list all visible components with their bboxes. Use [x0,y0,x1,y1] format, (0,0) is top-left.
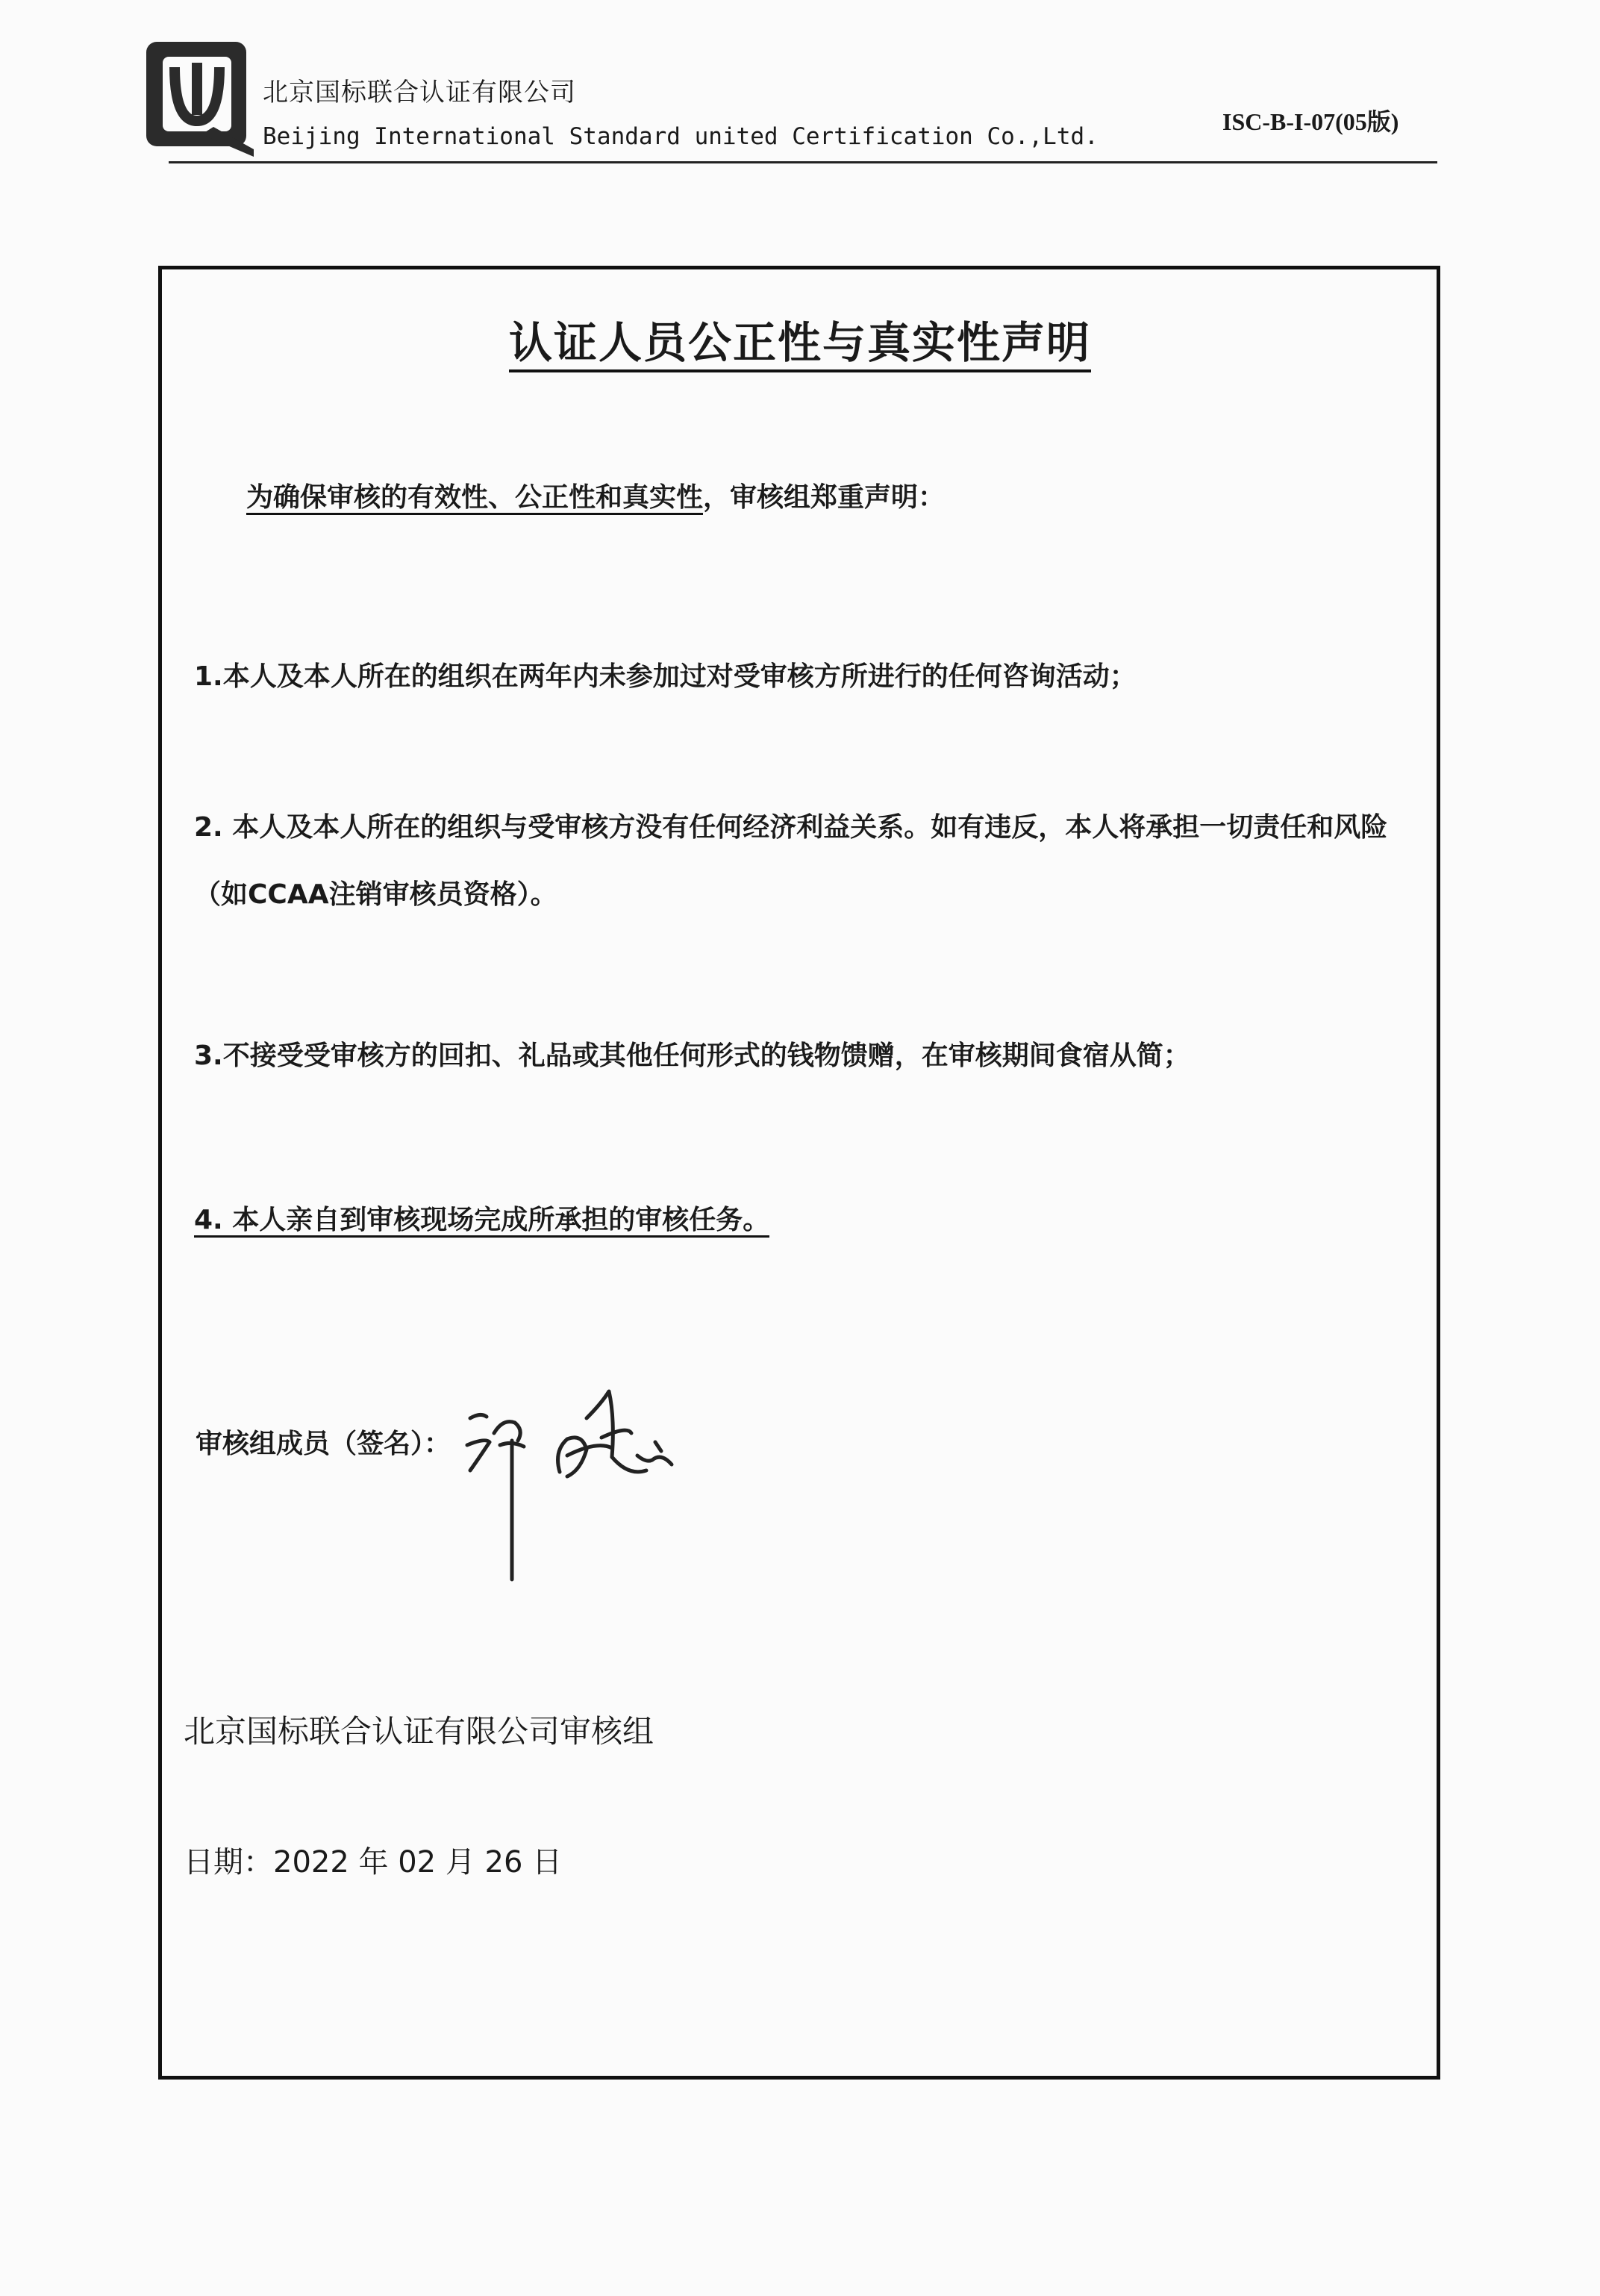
document-title [0,308,1600,370]
declaration-item-1: 1.本人及本人所在的组织在两年内未参加过对受审核方所进行的任何咨询活动； [194,661,1137,692]
declaration-item-2: 2. 本人及本人所在的组织与受审核方没有任何经济利益关系。如有违反，本人将承担一切责任和风险（如CCAA注销审核员资格）。 [194,812,1388,910]
declaration-item-4 [194,1187,1418,1254]
signature-label: 审核组成员（签名）： [196,1429,451,1459]
audit-group-name: 北京国标联合认证有限公司审核组 [184,1713,654,1750]
intro-underlined: 为确保审核的有效性、公正性和真实性 [246,482,703,515]
title-text: 认证人员公正性与真实性声明 [509,317,1091,372]
document-code: ISC-B-I-07(05版) [1222,108,1399,135]
company-name-cn: 北京国标联合认证有限公司 [263,78,576,107]
declaration-frame [158,266,1440,2080]
company-name-en: Beijing International Standard united Certification Co.,Ltd. [263,123,1099,150]
item-4-text: 4. 本人亲自到审核现场完成所承担的审核任务。 [194,1205,769,1238]
header-divider [169,161,1437,163]
declaration-date: 日期：2022 年 02 月 26 日 [184,1845,563,1879]
intro-statement [246,464,945,531]
declaration-item-3: 3.不接受受审核方的回扣、礼品或其他任何形式的钱物馈赠，在审核期间食宿从简； [194,1041,1190,1071]
company-logo-icon [142,37,254,157]
intro-rest: ，审核组郑重声明： [703,482,946,513]
handwritten-signature [455,1373,724,1590]
